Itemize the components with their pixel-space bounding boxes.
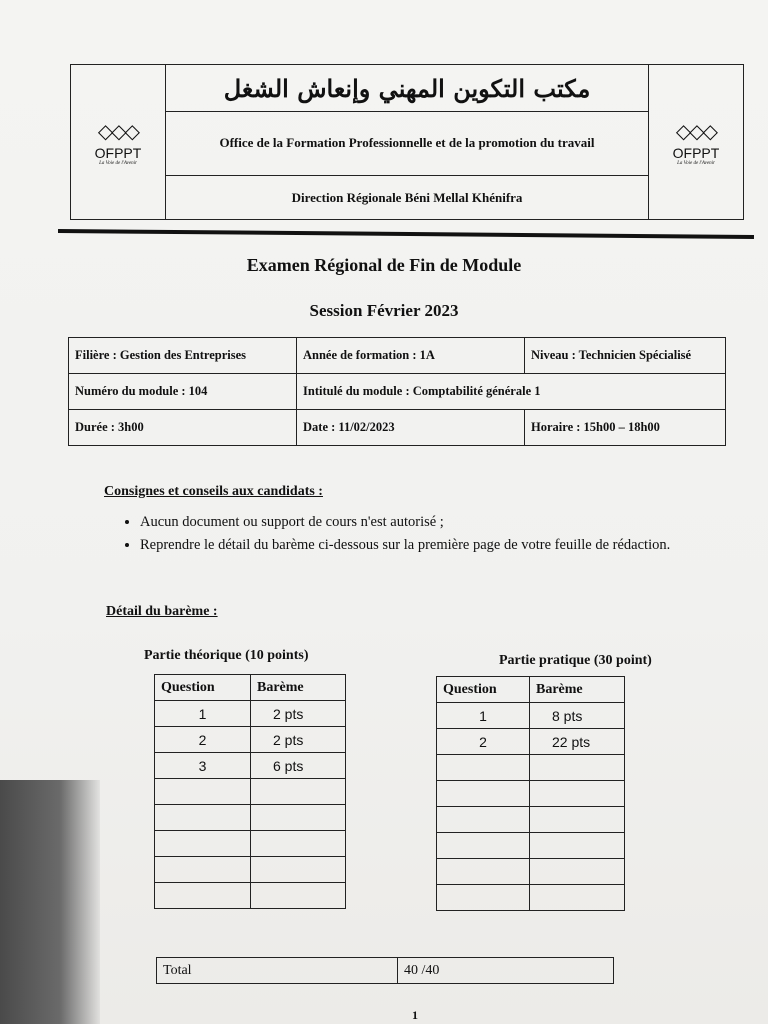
table-row: [437, 703, 625, 729]
ofppt-logo-icon: ◇◇◇: [97, 118, 139, 143]
intitule-cell: Intitulé du module : Comptabilité générale 1: [297, 374, 726, 410]
column-header-bareme: Barème: [251, 675, 346, 701]
logo-tagline-left: La Voie de l'Avenir: [99, 160, 137, 166]
empty-row: [155, 857, 346, 883]
logo-text-left: OFPPT: [94, 144, 142, 161]
header-logo-left: [71, 65, 166, 219]
question-cell: 2: [437, 729, 530, 755]
direction-name: Direction Régionale Béni Mellal Khénifra: [291, 190, 523, 205]
niveau-cell: Niveau : Technicien Spécialisé: [525, 338, 726, 374]
bareme-theorique-table: [154, 674, 346, 909]
partie-theorique-title: Partie théorique (10 points): [144, 648, 309, 663]
empty-row: [437, 807, 625, 833]
consigne-item: • Aucun document ou support de cours n'est autorisé ;: [140, 512, 730, 533]
ofppt-logo-icon: ◇◇◇: [675, 118, 717, 143]
bareme-cell: 2 pts: [251, 701, 346, 727]
empty-row: [437, 859, 625, 885]
empty-row: [155, 883, 346, 909]
header-box: [70, 64, 744, 220]
total-label: Total: [157, 958, 398, 984]
bareme-cell: 6 pts: [251, 753, 346, 779]
page-number: 1: [412, 1008, 418, 1022]
question-cell: 3: [155, 753, 251, 779]
empty-row: [437, 781, 625, 807]
consignes-list: [116, 512, 730, 558]
empty-row: [437, 755, 625, 781]
column-header-question: Question: [437, 677, 530, 703]
column-header-question: Question: [155, 675, 251, 701]
logo-text-right: OFPPT: [672, 144, 720, 161]
separator-rule: [58, 229, 754, 239]
logo-tagline-right: La Voie de l'Avenir: [677, 160, 715, 166]
header-center: [165, 65, 649, 219]
empty-row: [437, 885, 625, 911]
exam-session: Session Février 2023: [309, 301, 459, 320]
question-cell: 1: [155, 701, 251, 727]
annee-cell: Année de formation : 1A: [297, 338, 525, 374]
partie-pratique-title: Partie pratique (30 point): [499, 653, 652, 668]
date-cell: Date : 11/02/2023: [297, 410, 525, 446]
bareme-cell: 8 pts: [530, 703, 625, 729]
exam-info-table: [68, 337, 726, 446]
empty-row: [155, 831, 346, 857]
filiere-cell: Filière : Gestion des Entreprises: [69, 338, 297, 374]
header-logo-right: [648, 65, 743, 219]
bareme-pratique-table: [436, 676, 625, 911]
total-value: 40 /40: [398, 958, 614, 984]
exam-title: Examen Régional de Fin de Module: [246, 255, 522, 275]
bareme-heading: Détail du barème :: [106, 604, 218, 619]
question-cell: 1: [437, 703, 530, 729]
consigne-item: • Reprendre le détail du barème ci-dessous sur la première page de votre feuille de rédaction.: [140, 535, 730, 556]
total-table: [156, 957, 614, 984]
office-name: Office de la Formation Professionnelle et de la promotion du travail: [165, 111, 649, 176]
horaire-cell: Horaire : 15h00 – 18h00: [525, 410, 726, 446]
empty-row: [155, 805, 346, 831]
photo-shadow: [0, 780, 100, 1024]
consignes-heading: Consignes et conseils aux candidats :: [104, 484, 323, 499]
numero-cell: Numéro du module : 104: [69, 374, 297, 410]
table-row: [437, 729, 625, 755]
table-row: [155, 701, 346, 727]
empty-row: [155, 779, 346, 805]
duree-cell: Durée : 3h00: [69, 410, 297, 446]
table-row: [155, 727, 346, 753]
column-header-bareme: Barème: [530, 677, 625, 703]
bareme-cell: 22 pts: [530, 729, 625, 755]
arabic-title: مكتب التكوين المهني وإنعاش الشغل: [165, 65, 649, 112]
bareme-cell: 2 pts: [251, 727, 346, 753]
question-cell: 2: [155, 727, 251, 753]
table-row: [155, 753, 346, 779]
empty-row: [437, 833, 625, 859]
